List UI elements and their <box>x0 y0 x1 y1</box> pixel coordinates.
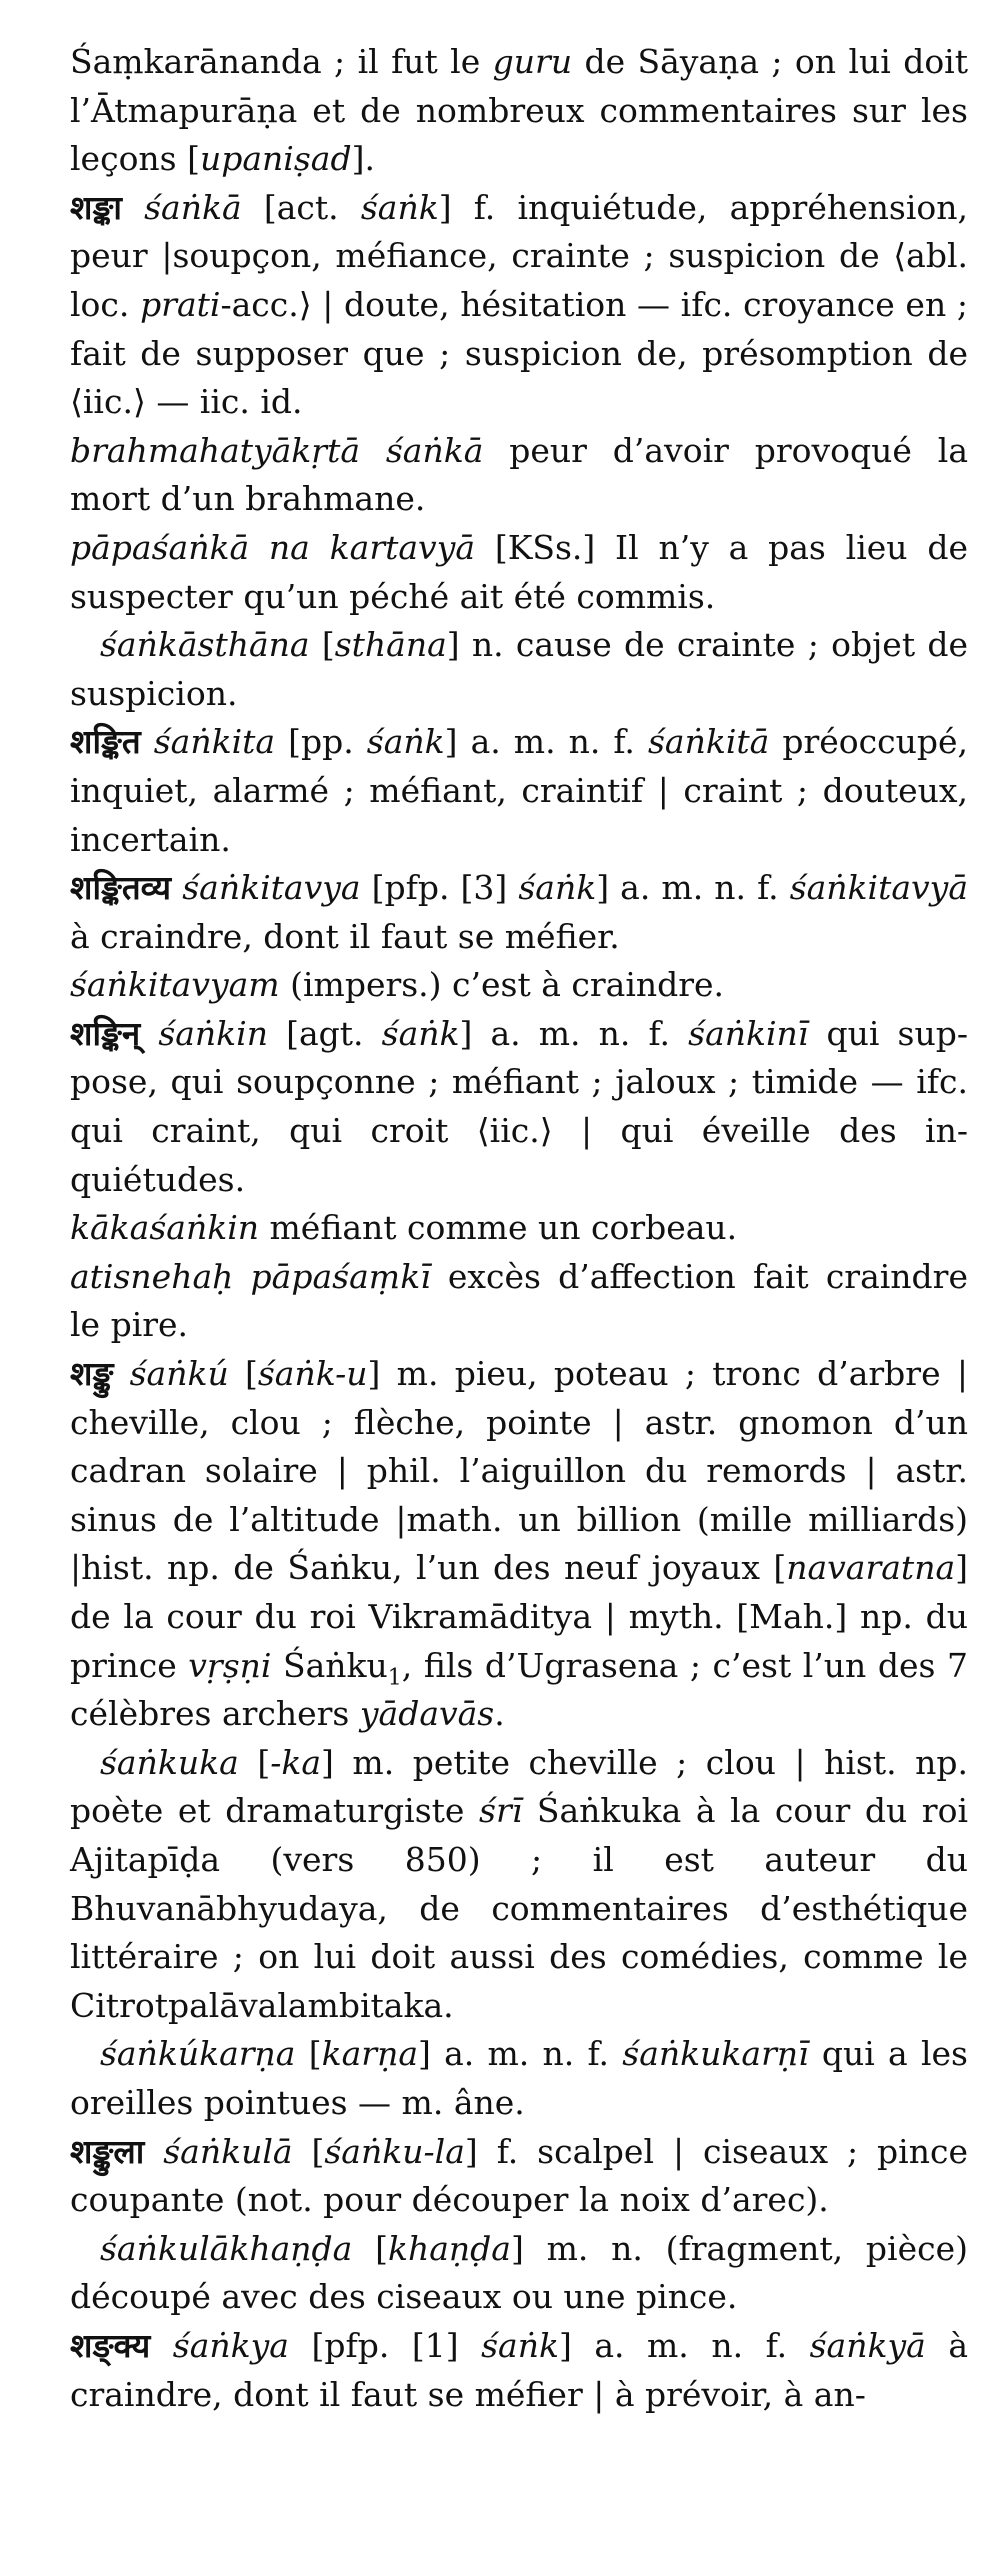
entry-text: . <box>494 1694 505 1734</box>
entry-text <box>140 1014 158 1053</box>
entry-italic-term: śaṅkukarṇī <box>622 2034 809 2074</box>
entry-italic-term: yādavās <box>359 1694 495 1734</box>
dictionary-entry <box>70 1350 968 1739</box>
entry-italic-term: śaṅk <box>381 1013 460 1053</box>
devanagari-headword: शङ्कुला <box>70 2131 145 2171</box>
dictionary-entry <box>70 1010 968 1204</box>
entry-text: ] f. scalpel | ciseaux ; pince coupante (not. pour découper la noix d’arec). <box>70 2131 968 2220</box>
entry-italic-term: śaṅkā <box>144 187 242 227</box>
entry-italic-term: śaṅkin <box>158 1013 268 1053</box>
dictionary-page <box>70 38 968 2419</box>
entry-italic-term: śaṅkinī <box>688 1013 809 1053</box>
entry-text: [pp. <box>275 722 367 762</box>
entry-text: peur d’avoir provoqué la mort d’un brahmane. <box>70 430 968 519</box>
entry-text: [ <box>228 1354 258 1394</box>
entry-italic-term: brahmahatyākṛtā śaṅkā <box>70 430 484 470</box>
entry-text: ] n. cause de crainte ; objet de suspicion. <box>70 625 968 713</box>
entry-italic-term: śaṅkita <box>153 722 276 762</box>
dictionary-entry <box>70 38 968 184</box>
dictionary-entry <box>70 524 968 621</box>
entry-text: Śaṃkarānanda ; il fut le <box>70 42 493 81</box>
entry-text: Śaṅku <box>271 1645 388 1685</box>
entry-text: , fils d’Ugrasena ; c’est l’un des 7 célèbres archers <box>70 1645 968 1734</box>
entry-text: [ <box>292 2131 325 2171</box>
entry-text: qui suppose, qui soupçonne ; méfiant ; jaloux ; timide — ifc. qui craint, qui croit ⟨iic.⟩ | qui éveille des inquiétudes. <box>70 1013 968 1199</box>
entry-italic-term: śaṅku-la <box>324 2131 465 2171</box>
entry-italic-term: śaṅk-u <box>257 1354 368 1394</box>
entry-text: [ <box>295 2034 322 2074</box>
dictionary-entry <box>70 621 968 718</box>
entry-text <box>141 722 154 761</box>
entry-text: ] m. n. (fragment, pièce) découpé avec des ciseaux ou une pince. <box>70 2228 968 2317</box>
entry-italic-term: śaṅkulā <box>163 2131 293 2171</box>
entry-italic-term: karṇa <box>321 2034 418 2074</box>
dictionary-entry <box>70 864 968 961</box>
entry-italic-term: śaṅkulākhaṇḍa <box>100 2228 353 2268</box>
entry-italic-term: atisnehaḥ pāpaśaṃkī <box>70 1256 431 1296</box>
entry-text: -acc.⟩ | doute, hésitation — ifc. croyance en ; fait de supposer que ; suspicion de, présomption de ⟨iic.⟩ — iic. id. <box>70 284 968 422</box>
entry-text: (impers.) c’est à craindre. <box>279 965 725 1005</box>
dictionary-entry <box>70 2128 968 2225</box>
entry-italic-term: śaṅkitavyam <box>70 965 280 1005</box>
entry-text: [act. <box>241 187 361 227</box>
entry-text: ] m. pieu, poteau ; tronc d’arbre | cheville, clou ; flèche, pointe | astr. gnomon d’un cadran solaire | phil. l’aiguillon du remords | astr. sinus de l’altitude |math. un billion (mille milliards) |hist. np. de Śaṅku, l’un des neuf joyaux [ <box>70 1354 968 1588</box>
entry-italic-term: śaṅk <box>360 187 439 227</box>
entry-text: de Sāyaṇa ; on lui doit l’Ātmapurāṇa et de nombreux commentaires sur les leçons [ <box>70 42 969 179</box>
entry-text: [pfp. [1] <box>288 2325 482 2365</box>
entry-text <box>113 1354 129 1393</box>
entry-italic-term: pāpaśaṅkā na kartavyā <box>70 527 476 567</box>
entry-text: à craindre, dont il faut se méfier. <box>70 916 620 956</box>
entry-italic-term: śaṅk <box>518 868 597 908</box>
entry-italic-term: śaṅkúkarṇa <box>100 2034 296 2074</box>
entry-italic-term: śaṅkya <box>172 2325 289 2365</box>
dictionary-entry <box>70 184 968 427</box>
devanagari-headword: शङ्कित <box>70 722 141 762</box>
subscript-index: 1 <box>387 1665 402 1691</box>
entry-italic-term: prati <box>140 284 221 324</box>
entry-italic-term: upaniṣad <box>200 139 352 179</box>
entry-italic-term: śaṅkuka <box>100 1742 239 1782</box>
dictionary-entry <box>70 718 968 864</box>
entry-italic-term: sthāna <box>334 625 447 665</box>
dictionary-entry <box>70 2225 968 2322</box>
entry-text: ] a. m. n. f. <box>444 722 648 762</box>
dictionary-entry <box>70 2030 968 2127</box>
devanagari-headword: शङ्किन् <box>70 1013 141 1053</box>
dictionary-entry <box>70 1253 968 1350</box>
devanagari-headword: शङ्कितव्य <box>70 868 172 908</box>
entry-text: ]. <box>351 139 375 179</box>
dictionary-entry <box>70 1739 968 2031</box>
entry-italic-term: śaṅkú <box>129 1354 229 1394</box>
entry-text: ] m. petite cheville ; clou | hist. np. poète et dramaturgiste <box>70 1742 968 1831</box>
entry-italic-term: śaṅkāsthāna <box>100 625 310 665</box>
entry-text: ] a. m. n. f. <box>558 2325 810 2365</box>
entry-text: excès d’affection fait craindre le pire. <box>70 1256 968 1345</box>
entry-text: [KSs.] Il n’y a pas lieu de suspecter qu’un péché ait été commis. <box>70 527 968 616</box>
entry-italic-term: kākaśaṅkin <box>70 1208 260 1248</box>
entry-italic-term: śaṅk <box>481 2325 559 2365</box>
entry-italic-term: śrī <box>479 1791 523 1831</box>
entry-text <box>144 2132 163 2171</box>
devanagari-headword: शङ्क्य <box>70 2325 151 2365</box>
entry-text: ] a. m. n. f. <box>459 1013 689 1053</box>
entry-text <box>171 868 182 907</box>
entry-italic-term: śaṅkyā <box>809 2325 926 2365</box>
entry-italic-term: śaṅkitavya <box>182 868 361 908</box>
dictionary-entry <box>70 427 968 524</box>
devanagari-headword: शङ्कु <box>70 1354 114 1394</box>
entry-text: [ <box>238 1742 271 1782</box>
entry-text: [agt. <box>267 1013 382 1053</box>
dictionary-entry <box>70 1204 968 1253</box>
entry-italic-term: guru <box>492 42 573 81</box>
entry-text <box>122 188 144 227</box>
dictionary-entry <box>70 961 968 1010</box>
entry-italic-term: navaratna <box>786 1548 956 1588</box>
entry-text: [ <box>309 625 335 665</box>
entry-text: Śaṅkuka à la cour du roi Ajitapīḍa (vers 850) ; il est auteur du Bhuvanābhyudaya, de commentaires d’esthétique littéraire ; on lui doit aussi des comédies, comme le Citrotpalāvalambitaka. <box>70 1791 968 2025</box>
entry-text: à craindre, dont il faut se méfier | à prévoir, à an- <box>70 2325 968 2414</box>
entry-text: ] a. m. n. f. <box>418 2034 623 2074</box>
entry-text: ] f. inquiétude, appréhension, peur |soupçon, méfiance, crainte ; suspicion de ⟨abl. loc. <box>70 187 968 324</box>
entry-text: [ <box>352 2228 388 2268</box>
entry-text <box>150 2326 173 2365</box>
entry-italic-term: khaṇḍa <box>387 2228 511 2268</box>
entry-text: méfiant comme un corbeau. <box>259 1208 738 1248</box>
entry-italic-term: śaṅkitā <box>647 722 770 762</box>
entry-text: [pfp. [3] <box>360 868 519 908</box>
entry-text: ] de la cour du roi Vikramāditya | myth. [Mah.] np. du prince <box>70 1548 968 1685</box>
entry-italic-term: śaṅk <box>366 722 445 762</box>
entry-italic-term: -ka <box>270 1742 322 1782</box>
entry-text: préoccupé, inquiet, alarmé ; méfiant, craintif | craint ; douteux, incertain. <box>70 722 969 859</box>
entry-text: qui a les oreilles pointues — m. âne. <box>70 2034 968 2122</box>
dictionary-entry <box>70 2322 968 2419</box>
entry-italic-term: vṛṣṇi <box>188 1645 272 1685</box>
entry-italic-term: śaṅkitavyā <box>789 868 968 908</box>
devanagari-headword: शङ्का <box>70 187 122 227</box>
entry-text: ] a. m. n. f. <box>596 868 790 908</box>
